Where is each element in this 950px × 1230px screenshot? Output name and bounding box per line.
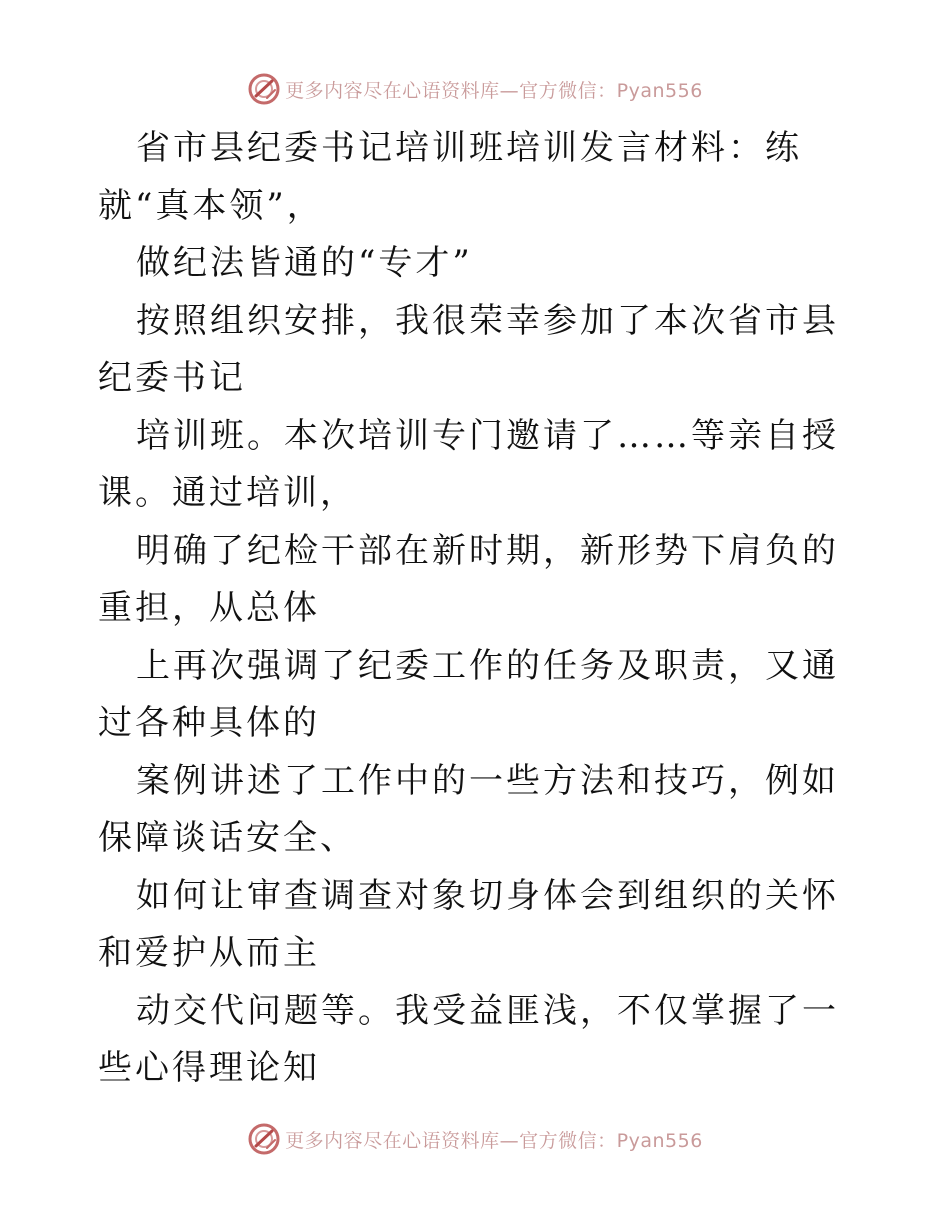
document-body [98, 120, 868, 1098]
paragraph-7: 案例讲述了工作中的一些方法和技巧，例如保障谈话安全、 [98, 760, 839, 858]
paragraph-3: 按照组织安排，我很荣幸参加了本次省市县纪委书记 [98, 300, 839, 398]
footer-watermark [0, 1121, 950, 1157]
watermark-text: 更多内容尽在心语资料库—官方微信：Pyan556 [285, 1129, 703, 1152]
paragraph-2: 做纪法皆通的“专才” [136, 243, 473, 283]
paragraph-8: 如何让审查调查对象切身体会到组织的关怀和爱护从而主 [98, 875, 839, 973]
paragraph-5: 明确了纪检干部在新时期，新形势下肩负的重担，从总体 [98, 530, 839, 628]
watermark-text: 更多内容尽在心语资料库—官方微信：Pyan556 [285, 79, 703, 102]
seal-logo-icon [247, 1122, 281, 1156]
seal-logo-icon [247, 72, 281, 106]
paragraph-4: 培训班。本次培训专门邀请了……等亲自授课。通过培训， [98, 415, 839, 513]
paragraph-1: 省市县纪委书记培训班培训发言材料：练就“真本领”， [98, 128, 802, 226]
paragraph-9: 动交代问题等。我受益匪浅，不仅掌握了一些心得理论知 [98, 990, 839, 1088]
header-watermark [0, 71, 950, 107]
paragraph-6: 上再次强调了纪委工作的任务及职责，又通过各种具体的 [98, 645, 839, 743]
